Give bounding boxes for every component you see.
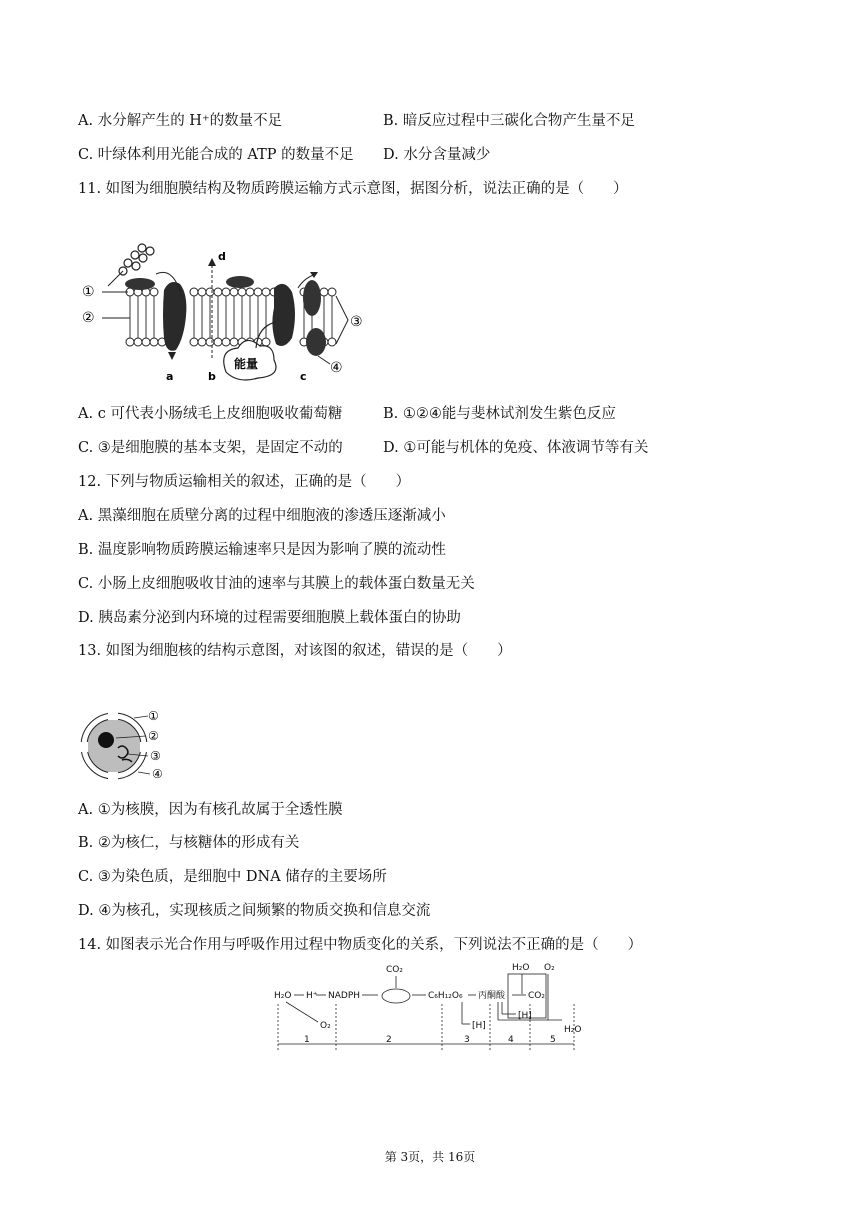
q10-option-b: B. 暗反应过程中三碳化合物产生量不足 [383,113,635,129]
label-2: ② [82,310,95,326]
nadph: NADPH [328,991,361,1001]
q12-option-c: C. 小肠上皮细胞吸收甘油的速率与其膜上的载体蛋白数量无关 [78,576,475,592]
segment-4: 4 [508,1035,514,1045]
q13-option-a: A. ①为核膜，因为有核孔故属于全透性膜 [78,802,343,818]
segment-5: 5 [550,1035,556,1045]
segment-1: 1 [304,1035,310,1045]
q13-option-b: B. ②为核仁，与核糖体的形成有关 [78,835,300,851]
q13-option-c: C. ③为染色质，是细胞中 DNA 储存的主要场所 [78,869,387,885]
q12-option-d: D. 胰岛素分泌到内环境的过程需要细胞膜上载体蛋白的协助 [78,610,461,626]
q11-stem: 11. 如图为细胞膜结构及物质跨膜运输方式示意图，据图分析，说法正确的是（ ） [78,181,628,197]
page-footer: 第 3页，共 16页 [384,1150,476,1164]
nucleus-structure-figure [78,708,178,784]
pyruvate: 丙酮酸 [478,991,506,1001]
label-3: ③ [350,314,363,330]
q12-option-b: B. 温度影响物质跨膜运输速率只是因为影响了膜的流动性 [78,542,446,558]
nucleus-label-3: ③ [150,749,161,763]
nucleus-label-1: ① [148,709,159,723]
q12-option-a: A. 黑藻细胞在质壁分离的过程中细胞液的渗透压逐渐减小 [78,508,446,524]
photosynthesis-respiration-figure [272,960,588,1056]
h2o-top: H₂O [512,963,530,973]
q10-option-d: D. 水分含量减少 [383,147,491,163]
h-bracket-2: [H] [518,1011,532,1021]
label-a: a [166,370,174,383]
h-bracket-1: [H] [472,1021,486,1031]
q11-option-a: A. c 可代表小肠绒毛上皮细胞吸收葡萄糖 [78,406,343,422]
energy-label: 能量 [234,357,259,371]
q12-stem: 12. 下列与物质运输相关的叙述，正确的是（ ） [78,474,411,490]
label-d: d [218,250,226,263]
q10-option-a: A. 水分解产生的 H⁺的数量不足 [78,113,283,129]
q13-option-d: D. ④为核孔，实现核质之间频繁的物质交换和信息交流 [78,903,431,919]
segment-3: 3 [464,1035,470,1045]
h2o-left: H₂O [274,991,292,1001]
co2-right: CO₂ [528,991,545,1001]
nucleus-label-2: ② [148,729,159,743]
q10-option-c: C. 叶绿体利用光能合成的 ATP 的数量不足 [78,147,354,163]
co2-top: CO₂ [386,965,403,975]
q14-stem: 14. 如图表示光合作用与呼吸作用过程中物质变化的关系，下列说法不正确的是（ ） [78,937,643,953]
label-c: c [300,370,307,383]
q11-option-b: B. ①②④能与斐林试剂发生紫色反应 [383,406,616,422]
h-plus: H⁺ [306,991,318,1001]
q13-stem: 13. 如图为细胞核的结构示意图，对该图的叙述，错误的是（ ） [78,643,512,659]
glucose: C₆H₁₂O₆ [428,991,463,1001]
nucleus-label-4: ④ [152,767,163,781]
membrane-transport-figure [78,238,378,388]
o2-low: O₂ [320,1021,331,1031]
q11-option-c: C. ③是细胞膜的基本支架，是固定不动的 [78,440,343,456]
label-1: ① [82,284,95,300]
q11-option-d: D. ①可能与机体的免疫、体液调节等有关 [383,440,649,456]
segment-2: 2 [386,1035,392,1045]
o2-top: O₂ [544,963,555,973]
label-4: ④ [330,360,343,376]
h2o-right: H₂O [564,1025,582,1035]
label-b: b [208,370,216,383]
